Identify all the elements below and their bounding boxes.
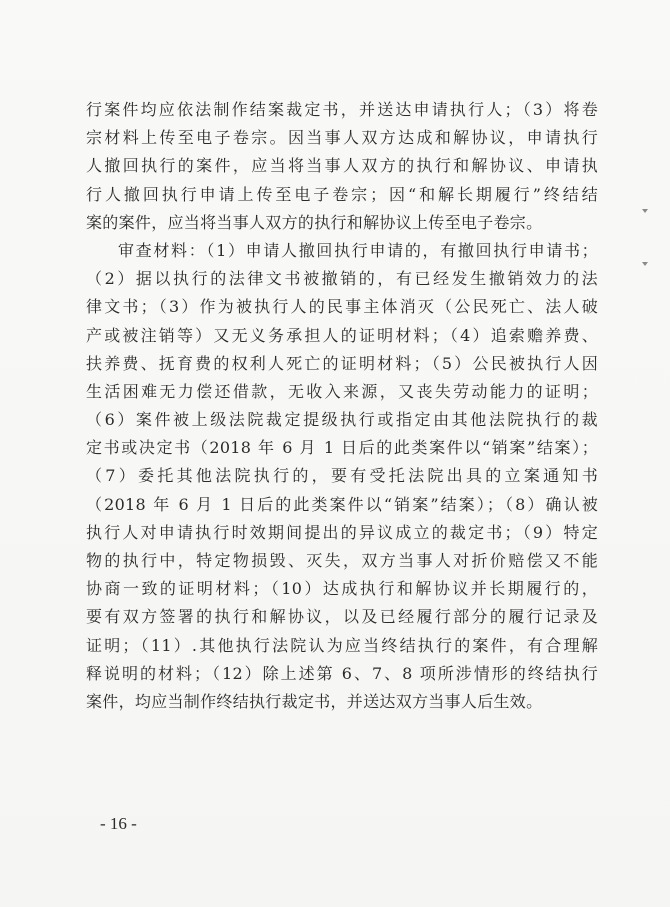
text-line: 案的案件，应当将当事人双方的执行和解协议上传至电子卷宗。 (86, 212, 543, 232)
text-line: 律文书；（3）作为被执行人的民事主体消灭（公民死亡、法人破 (86, 297, 598, 317)
text-line: 宗材料上传至电子卷宗。因当事人双方达成和解协议，申请执行 (86, 128, 598, 148)
text-line: 定书或决定书（2018 年 6 月 1 日后的此类案件以“销案”结案）； (86, 438, 598, 458)
text-line: 行人撤回执行申请上传至电子卷宗；因“和解长期履行”终结结 (86, 184, 598, 204)
text-line: 物的执行中，特定物损毁、灭失，双方当事人对折价赔偿又不能 (86, 551, 598, 570)
text-line: 协商一致的证明材料；（10）达成执行和解协议并长期履行的， (86, 579, 598, 599)
text-line: 人撤回执行的案件，应当将当事人双方的执行和解协议、申请执 (86, 156, 598, 176)
text-line: 证明；（11）.其他执行法院认为应当终结执行的案件，有合理解 (86, 635, 598, 655)
scan-mark-icon (642, 262, 648, 266)
text-line: 生活困难无力偿还借款，无收入来源，又丧失劳动能力的证明； (86, 381, 598, 401)
text-line: 扶养费、抚育费的权利人死亡的证明材料；（5）公民被执行人因 (86, 353, 598, 373)
text-line: 执行人对申请执行时效期间提出的异议成立的裁定书；（9）特定 (86, 522, 598, 542)
text-line: （7）委托其他法院执行的，要有受托法院出具的立案通知书 (86, 466, 598, 486)
text-line: 要有双方签署的执行和解协议，以及已经履行部分的履行记录及 (86, 607, 598, 627)
text-line: 审查材料：（1）申请人撤回执行申请的，有撤回执行申请书； (118, 240, 598, 260)
text-line: 案件，均应当制作终结执行裁定书，并送达双方当事人后生效。 (86, 691, 543, 711)
text-line: （2）据以执行的法律文书被撤销的，有已经发生撤销效力的法 (86, 269, 598, 289)
scan-mark-icon (642, 209, 648, 213)
text-line: 行案件均应依法制作结案裁定书，并送达申请执行人；（3）将卷 (86, 100, 598, 119)
page-number: - 16 - (100, 814, 137, 833)
text-line: 释说明的材料；（12）除上述第 6、7、8 项所涉情形的终结执行 (86, 663, 598, 683)
body-text (86, 96, 598, 716)
text-line: （6）案件被上级法院裁定提级执行或指定由其他法院执行的裁 (86, 410, 598, 430)
text-line: 产或被注销等）又无义务承担人的证明材料；（4）追索赡养费、 (86, 325, 598, 345)
text-line: （2018 年 6 月 1 日后的此类案件以“销案”结案）；（8）确认被 (86, 494, 598, 514)
